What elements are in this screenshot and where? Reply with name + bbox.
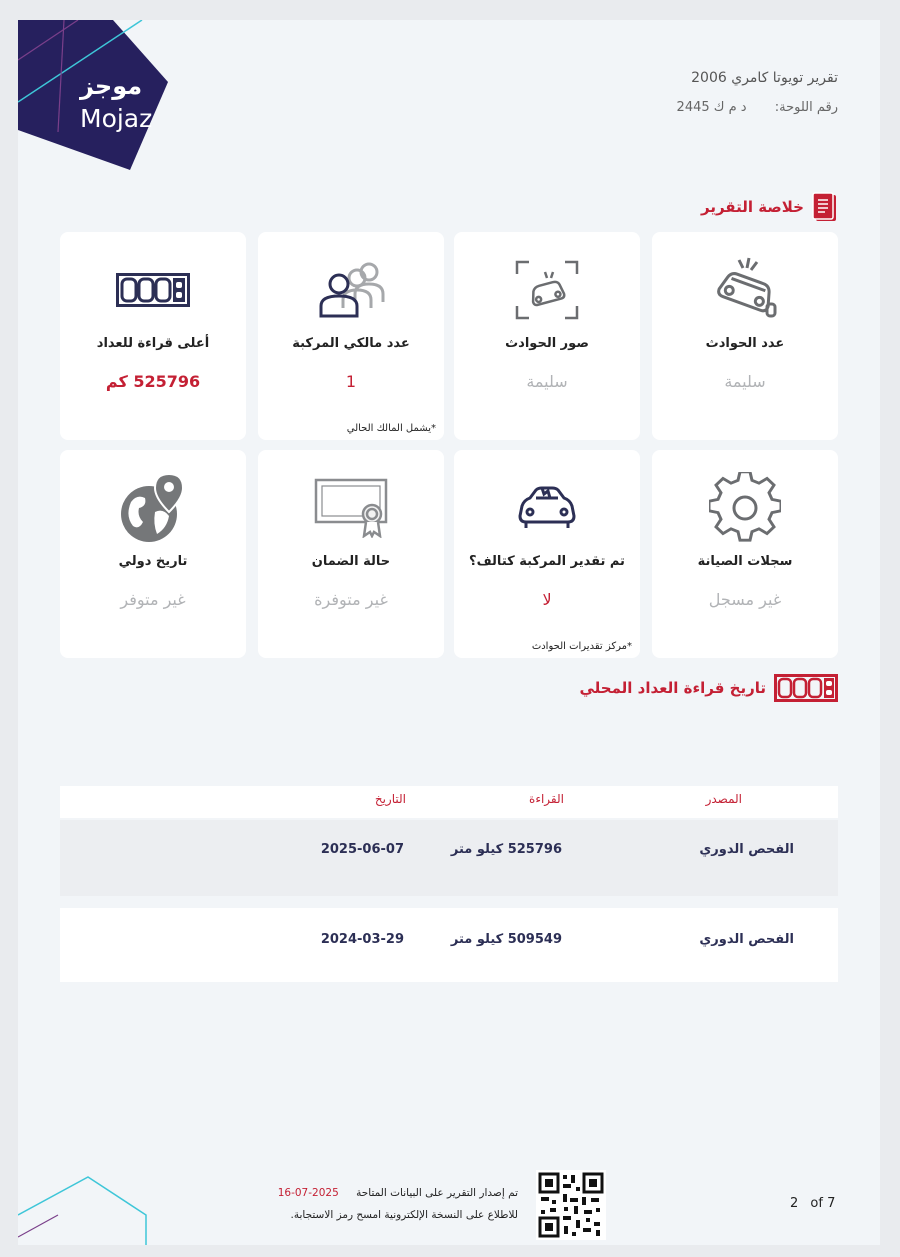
card-accident-photos xyxy=(454,232,640,440)
card-label: أعلى قراءة للعداد xyxy=(96,336,210,351)
header-reading: القراءة xyxy=(529,792,564,806)
qr-code[interactable] xyxy=(536,1170,606,1240)
plate-line xyxy=(677,100,838,115)
globe-pin-icon xyxy=(117,472,189,544)
card-value: سليمة xyxy=(724,372,766,391)
card-note: *يشمل المالك الحالي xyxy=(346,423,436,434)
row-reading: 525796 كيلو متر xyxy=(450,842,562,857)
card-value: لا xyxy=(542,590,552,609)
card-label: صور الحوادث xyxy=(505,336,589,351)
row-date: 2025-06-07 xyxy=(320,842,404,857)
card-value: غير متوفر xyxy=(120,590,186,609)
summary-title-text: خلاصة التقرير xyxy=(700,198,804,216)
owners-icon xyxy=(311,258,391,322)
card-value: سليمة xyxy=(526,372,568,391)
card-maintenance xyxy=(652,450,838,658)
page-current: 2 xyxy=(790,1196,799,1211)
accident-photo-icon xyxy=(515,260,579,320)
certificate-icon xyxy=(314,478,388,538)
page-number xyxy=(790,1196,835,1211)
card-label: سجلات الصيانة xyxy=(697,554,793,569)
issued-text: تم إصدار التقرير على البيانات المتاحة xyxy=(356,1187,518,1199)
header-date: التاريخ xyxy=(374,792,406,806)
gear-icon xyxy=(709,472,781,544)
header-source: المصدر xyxy=(705,792,742,806)
logo-english-text: Mojaz xyxy=(80,104,153,133)
card-label: عدد الحوادث xyxy=(705,336,785,351)
card-warranty xyxy=(258,450,444,658)
qr-instruction: للاطلاع على النسخة الإلكترونية امسح رمز الاستجابة. xyxy=(290,1209,518,1221)
summary-section-title xyxy=(701,192,838,222)
table-row xyxy=(60,820,838,896)
card-label: عدد مالكي المركبة xyxy=(292,336,410,351)
row-source: الفحص الدوري xyxy=(699,842,794,857)
plate-value: د م ك 2445 xyxy=(676,100,747,115)
card-accidents-count xyxy=(652,232,838,440)
footer xyxy=(18,1170,880,1240)
card-total-loss xyxy=(454,450,640,658)
card-label: تم تقدير المركبة كتالف؟ xyxy=(469,554,625,569)
card-label: حالة الضمان xyxy=(311,554,391,569)
page-total: of 7 xyxy=(810,1196,836,1211)
report-title: تقرير تويوتا كامري 2006 xyxy=(691,70,838,86)
issued-line xyxy=(278,1187,518,1199)
odometer-table-header xyxy=(60,786,838,818)
card-value: غير متوفرة xyxy=(314,590,388,609)
odometer-icon xyxy=(116,273,190,307)
plate-label: رقم اللوحة: xyxy=(774,100,838,115)
card-owners xyxy=(258,232,444,440)
card-label: تاريخ دولي xyxy=(118,554,188,569)
card-note: *مركز تقديرات الحوادث xyxy=(531,641,632,652)
odometer-title-text: تاريخ قراءة العداد المحلي xyxy=(579,679,766,697)
logo-arabic-text: موجز xyxy=(80,72,143,100)
card-value: 1 xyxy=(345,372,357,391)
card-value: 525796 كم xyxy=(105,372,201,391)
card-max-odometer xyxy=(60,232,246,440)
row-source: الفحص الدوري xyxy=(699,932,794,947)
odometer-section-title xyxy=(579,674,838,702)
odometer-icon xyxy=(774,674,838,702)
damaged-car-icon xyxy=(514,486,580,530)
report-page xyxy=(18,20,880,1245)
row-reading: 509549 كيلو متر xyxy=(450,932,562,947)
report-doc-icon xyxy=(812,192,838,222)
table-row xyxy=(60,908,838,982)
mojaz-logo xyxy=(18,20,188,190)
crashed-car-icon xyxy=(709,254,781,326)
row-date: 2024-03-29 xyxy=(320,932,404,947)
card-international-history xyxy=(60,450,246,658)
issued-date: 2025-07-16 xyxy=(277,1187,339,1199)
card-value: غير مسجل xyxy=(708,590,782,609)
